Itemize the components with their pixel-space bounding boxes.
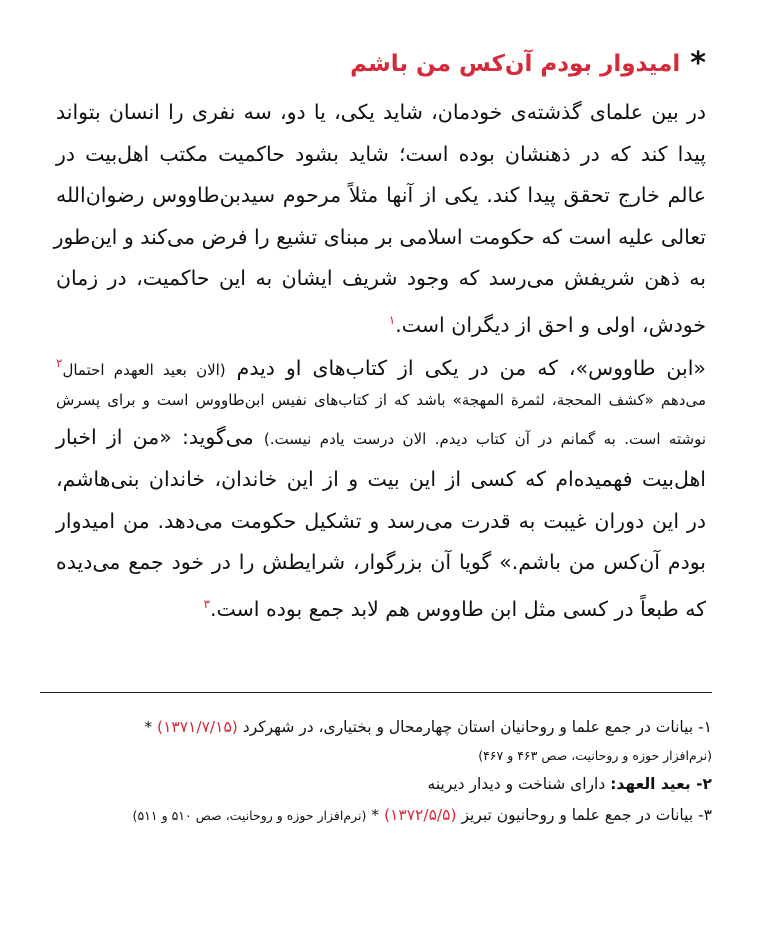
text-line-last (56, 584, 706, 626)
text-line: تعالی علیه است که حکومت اسلامی بر مبنای تشیع را فرض می‌کند و این‌طور (53, 224, 706, 249)
parenthetical-start: (الان بعید العهدم احتمال (62, 360, 226, 379)
text-line: بودم آن‌کس من باشم.» گویا آن بزرگوار، شرایطش را در خود جمع می‌دیده (56, 550, 706, 574)
footnote-1-date: (۱۳۷۱/۷/۱۵) (157, 718, 238, 736)
mixed-text-line (56, 341, 706, 385)
footnote-reference-1[interactable]: ۱ (388, 312, 396, 327)
footnote-reference-3[interactable]: ۳ (203, 596, 210, 611)
footnote-reference-2[interactable]: ۲ (56, 356, 63, 370)
footnotes (40, 712, 712, 831)
paragraph-1 (53, 92, 706, 341)
text-line: به ذهن شریفش می‌رسد که وجود شریف ایشان به این حاکمیت، در زمان (56, 266, 706, 290)
text-line-content: خودش، اولی و احق از دیگران است. (395, 312, 706, 337)
footnote-1-text: ۱- بیانات در جمع علما و روحانیان استان چهارمحال و بختیاری، در شهرکرد (242, 718, 712, 736)
text-line-content: که طبعاً در کسی مثل ابن طاووس هم لابد جمع بوده است. (209, 596, 706, 621)
text-line: اهل‌بیت فهمیده‌ام که کسی از این بیت و از این خاندان، خاندان بنی‌هاشم، (56, 467, 706, 491)
footnote-1 (40, 712, 712, 743)
mixed-text-line (56, 415, 706, 459)
asterisk-marker: * (690, 46, 706, 81)
footnote-2 (40, 769, 712, 800)
footnote-3 (40, 800, 712, 831)
text-line: در این دوران غیبت به قدرت می‌رسد و تشکیل حکومت می‌دهد. من امیدوار (56, 508, 706, 533)
parenthetical-line: می‌دهم «کشف المحجة، لثمرة المهجة» باشد که از کتاب‌های نفیس ابن‌طاووس است و برای پسرش (56, 391, 706, 409)
text-line: در بین علمای گذشته‌ی خودمان، شاید یکی، یا دو، سه نفری را انسان بتواند (56, 100, 706, 124)
footnote-2-term: ۲- بعید العهد: (610, 775, 712, 793)
footnote-1-source: (نرم‌افزار حوزه و روحانیت، صص ۴۶۳ و ۴۶۷) (478, 748, 712, 763)
parenthetical-end: نوشته است. به گمانم در آن کتاب دیدم. الان درست یادم نیست.) (263, 430, 706, 448)
footnote-divider (40, 692, 712, 693)
footnote-2-definition: دارای شناخت و دیدار دیرینه (427, 775, 606, 793)
text-line-last (56, 300, 706, 342)
footnote-3-star: * (371, 806, 380, 824)
paragraph-2 (56, 341, 706, 625)
quote-start: می‌گوید: «من از اخبار (56, 425, 254, 449)
section-title: امیدوار بودم آن‌کس من باشم (350, 50, 681, 77)
footnote-3-source: (نرم‌افزار حوزه و روحانیت، صص ۵۱۰ و ۵۱۱) (132, 808, 367, 823)
text-line: عالم خارج تحقق پیدا کند. یکی از آنها مثلاً مرحوم سیدبن‌طاووس رضوان‌الله (56, 183, 706, 207)
section-heading (56, 44, 706, 84)
quote-intro: «ابن طاووس»، که من در یکی از کتاب‌های او دیدم (236, 355, 706, 380)
footnote-3-text: ۳- بیانات در جمع علما و روحانیون تبریز (461, 806, 712, 824)
text-line: پیدا کند که در ذهنشان بوده است؛ شاید بشود حاکمیت مکتب اهل‌بیت در (56, 141, 706, 166)
footnote-3-date: (۱۳۷۲/۵/۵) (383, 806, 457, 824)
footnote-1-star: * (144, 718, 153, 736)
